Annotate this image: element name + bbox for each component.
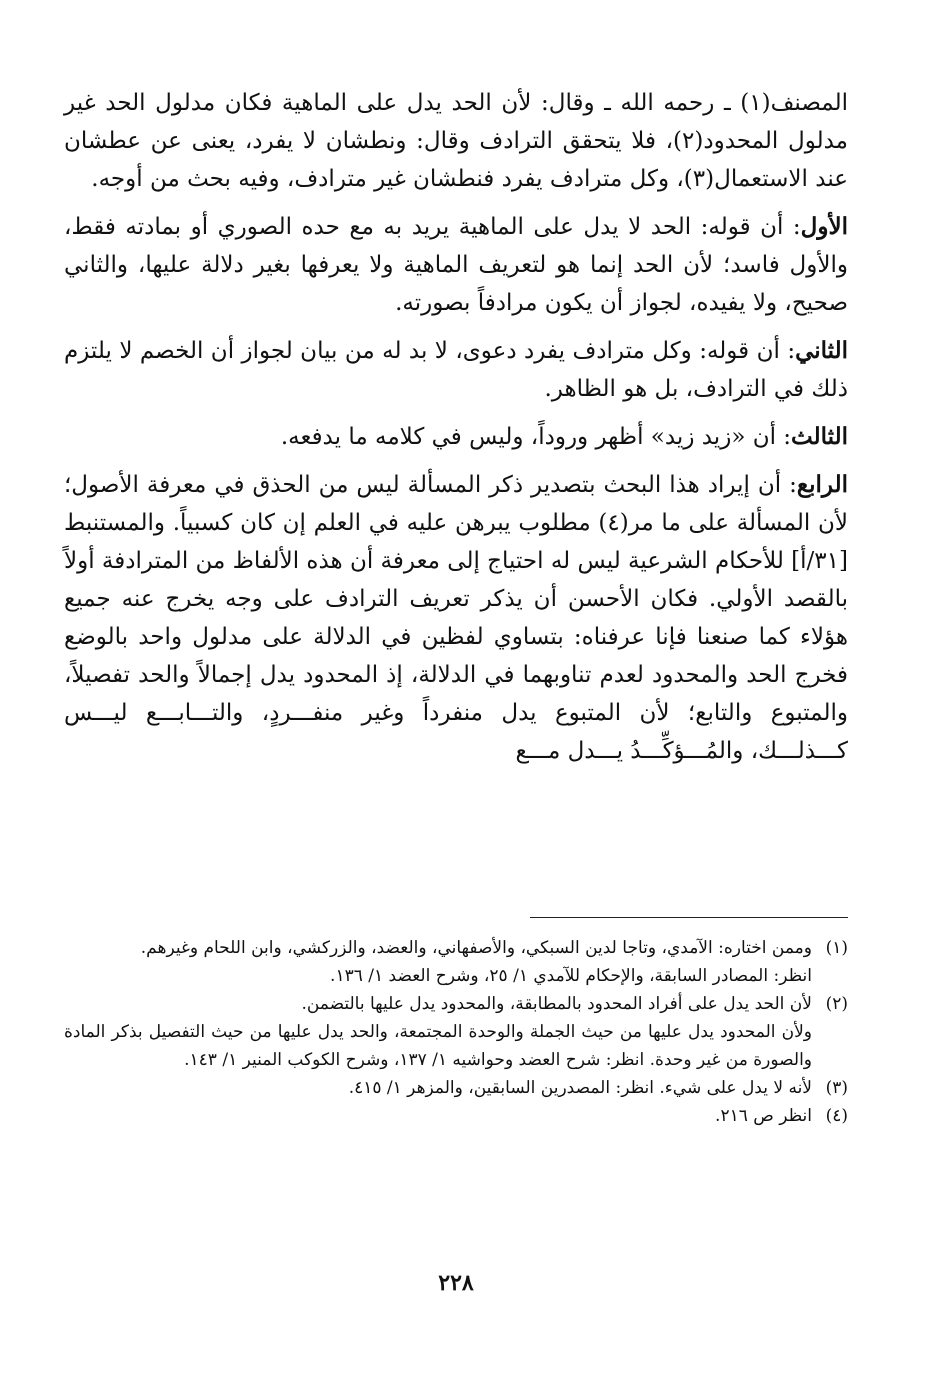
paragraph-heading: الرابع bbox=[796, 471, 848, 498]
paragraph-fourth bbox=[64, 466, 848, 770]
main-text bbox=[64, 84, 848, 780]
paragraph-intro bbox=[64, 84, 848, 198]
footnote-1 bbox=[64, 934, 848, 990]
footnote-3 bbox=[64, 1074, 848, 1102]
paragraph-text: المصنف(١) ـ رحمه الله ـ وقال: لأن الحد يدل على الماهية فكان مدلول الحد غير مدلول المحدود(٢)، فلا يتحقق الترادف وقال: ونطشان لا يفرد، يعنى عن عطشان عند الاستعمال(٣)، وكل مترادف يفرد فنطشان غير مترادف، وفيه بحث من أوجه. bbox=[64, 90, 848, 192]
paragraph-text: : أن قوله: وكل مترادف يفرد دعوى، لا بد له من بيان لجواز أن الخصم لا يلتزم ذلك في الترادف، بل هو الظاهر. bbox=[64, 338, 848, 402]
paragraph-heading: الأول bbox=[800, 213, 848, 240]
footnote-text: انظر: المصادر السابقة، والإحكام للآمدي ١/ ٢٥، وشرح العضد ١/ ١٣٦. bbox=[330, 966, 812, 986]
paragraph-text: : أن إيراد هذا البحث بتصدير ذكر المسألة ليس من الحذق في معرفة الأصول؛ لأن المسألة على ما مر(٤) مطلوب يبرهن عليه في العلم إن كان كسبياً. والمستنبط [٣١/أ] للأحكام الشرعية ليس له احتياج إلى معرفة أن هذه الألفاظ من المترادفة أولاً بالقصد الأولي. فكان الأحسن أن يذكر تعريف الترادف على وجه يخرج عنه جميع هؤلاء كما صنعنا فإنا عرفناه: بتساوي لفظين في الدلالة على مدلول واحد بالوضع فخرج الحد والمحدود لعدم تناوبهما في الدلالة، إذ المحدود يدل إجمالاً والحد تفصيلاً، والمتبوع والتابع؛ لأن المتبوع يدل منفرداً وغير منفـــردٍ، والتـــابـــع ليـــس كـــذلـــك، والمُـــؤكِّـــدُ يـــدل مـــع bbox=[64, 472, 848, 764]
paragraph-text: : أن قوله: الحد لا يدل على الماهية يريد به مع حده الصوري أو بمادته فقط، والأول فاسد؛ لأن الحد إنما هو لتعريف الماهية ولا يعرفها بغير دلالة عليها، والثاني صحيح، ولا يفيده، لجواز أن يكون مرادفاً بصورته. bbox=[64, 214, 848, 316]
paragraph-heading: الثاني bbox=[795, 337, 848, 364]
paragraph-second bbox=[64, 332, 848, 408]
footnote-separator bbox=[530, 917, 848, 918]
page-number: ٢٢٨ bbox=[438, 1270, 474, 1296]
paragraph-third bbox=[64, 418, 848, 456]
footnote-number: (٢) bbox=[825, 994, 848, 1014]
footnote-number: (٣) bbox=[825, 1078, 848, 1098]
footnotes bbox=[64, 934, 848, 1130]
footnote-number: (١) bbox=[825, 938, 848, 958]
paragraph-heading: الثالث bbox=[791, 423, 848, 450]
footnote-text: وممن اختاره: الآمدي، وتاجا لدين السبكي، والأصفهاني، والعضد، والزركشي، وابن اللحام وغيرهم. bbox=[140, 938, 812, 958]
footnote-number: (٤) bbox=[825, 1106, 848, 1126]
footnote-text: ولأن المحدود يدل عليها من حيث الجملة والوحدة المجتمعة، والحد يدل عليها من حيث التفصيل بذكر المادة والصورة من غير وحدة. انظر: شرح العضد وحواشيه ١/ ١٣٧، وشرح الكوكب المنير ١/ ١٤٣. bbox=[64, 1022, 812, 1070]
paragraph-first bbox=[64, 208, 848, 322]
footnote-2 bbox=[64, 990, 848, 1018]
footnote-text: انظر ص ٢١٦. bbox=[715, 1106, 812, 1126]
footnote-4 bbox=[64, 1102, 848, 1130]
footnote-text: لأنه لا يدل على شيء. انظر: المصدرين السابقين، والمزهر ١/ ٤١٥. bbox=[348, 1078, 812, 1098]
page bbox=[64, 0, 848, 1379]
footnote-text: لأن الحد يدل على أفراد المحدود بالمطابقة، والمحدود يدل عليها بالتضمن. bbox=[301, 994, 812, 1014]
paragraph-text: : أن «زيد زيد» أظهر وروداً، وليس في كلامه ما يدفعه. bbox=[280, 424, 792, 450]
